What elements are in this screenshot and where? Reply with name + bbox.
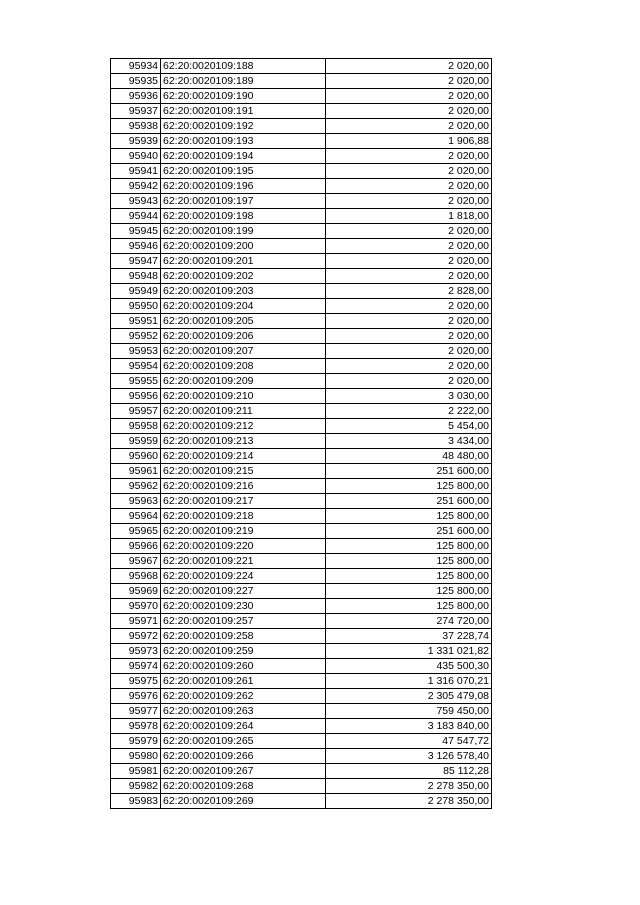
cadastral-number-cell: 62:20:0020109:218 (161, 509, 326, 524)
cadastral-value-table (110, 58, 492, 809)
table-row (111, 194, 492, 209)
value-cell: 125 800,00 (326, 569, 492, 584)
table-row (111, 344, 492, 359)
cadastral-number-cell: 62:20:0020109:267 (161, 764, 326, 779)
row-number-cell: 95973 (111, 644, 161, 659)
row-number-cell: 95975 (111, 674, 161, 689)
table-row (111, 659, 492, 674)
table-row (111, 794, 492, 809)
row-number-cell: 95947 (111, 254, 161, 269)
value-cell: 2 278 350,00 (326, 779, 492, 794)
value-cell: 2 020,00 (326, 239, 492, 254)
cadastral-number-cell: 62:20:0020109:206 (161, 329, 326, 344)
value-cell: 37 228,74 (326, 629, 492, 644)
row-number-cell: 95971 (111, 614, 161, 629)
cadastral-number-cell: 62:20:0020109:268 (161, 779, 326, 794)
table-row (111, 359, 492, 374)
value-cell: 759 450,00 (326, 704, 492, 719)
value-cell: 1 331 021,82 (326, 644, 492, 659)
value-cell: 125 800,00 (326, 584, 492, 599)
cadastral-number-cell: 62:20:0020109:215 (161, 464, 326, 479)
cadastral-number-cell: 62:20:0020109:262 (161, 689, 326, 704)
cadastral-number-cell: 62:20:0020109:224 (161, 569, 326, 584)
cadastral-number-cell: 62:20:0020109:259 (161, 644, 326, 659)
value-cell: 251 600,00 (326, 524, 492, 539)
value-cell: 2 305 479,08 (326, 689, 492, 704)
table-row (111, 719, 492, 734)
row-number-cell: 95954 (111, 359, 161, 374)
row-number-cell: 95966 (111, 539, 161, 554)
table-row (111, 104, 492, 119)
row-number-cell: 95952 (111, 329, 161, 344)
value-cell: 5 454,00 (326, 419, 492, 434)
value-cell: 251 600,00 (326, 494, 492, 509)
table-row (111, 209, 492, 224)
cadastral-number-cell: 62:20:0020109:197 (161, 194, 326, 209)
table-row (111, 329, 492, 344)
cadastral-number-cell: 62:20:0020109:214 (161, 449, 326, 464)
table-row (111, 584, 492, 599)
cadastral-number-cell: 62:20:0020109:269 (161, 794, 326, 809)
cadastral-number-cell: 62:20:0020109:189 (161, 74, 326, 89)
value-cell: 3 126 578,40 (326, 749, 492, 764)
value-cell: 2 020,00 (326, 299, 492, 314)
row-number-cell: 95965 (111, 524, 161, 539)
cadastral-number-cell: 62:20:0020109:264 (161, 719, 326, 734)
cadastral-number-cell: 62:20:0020109:208 (161, 359, 326, 374)
cadastral-number-cell: 62:20:0020109:200 (161, 239, 326, 254)
cadastral-number-cell: 62:20:0020109:213 (161, 434, 326, 449)
row-number-cell: 95938 (111, 119, 161, 134)
table-row (111, 554, 492, 569)
row-number-cell: 95955 (111, 374, 161, 389)
table-row (111, 644, 492, 659)
value-cell: 251 600,00 (326, 464, 492, 479)
value-cell: 2 020,00 (326, 89, 492, 104)
row-number-cell: 95959 (111, 434, 161, 449)
row-number-cell: 95939 (111, 134, 161, 149)
cadastral-number-cell: 62:20:0020109:266 (161, 749, 326, 764)
value-cell: 274 720,00 (326, 614, 492, 629)
value-cell: 2 020,00 (326, 119, 492, 134)
cadastral-number-cell: 62:20:0020109:219 (161, 524, 326, 539)
table-row (111, 569, 492, 584)
value-cell: 2 020,00 (326, 359, 492, 374)
value-cell: 2 278 350,00 (326, 794, 492, 809)
cadastral-number-cell: 62:20:0020109:203 (161, 284, 326, 299)
row-number-cell: 95936 (111, 89, 161, 104)
row-number-cell: 95963 (111, 494, 161, 509)
row-number-cell: 95946 (111, 239, 161, 254)
value-cell: 2 020,00 (326, 329, 492, 344)
value-cell: 2 020,00 (326, 74, 492, 89)
row-number-cell: 95961 (111, 464, 161, 479)
row-number-cell: 95945 (111, 224, 161, 239)
value-cell: 2 020,00 (326, 149, 492, 164)
cadastral-number-cell: 62:20:0020109:220 (161, 539, 326, 554)
value-cell: 2 020,00 (326, 269, 492, 284)
row-number-cell: 95981 (111, 764, 161, 779)
cadastral-number-cell: 62:20:0020109:198 (161, 209, 326, 224)
table-row (111, 464, 492, 479)
table-row (111, 494, 492, 509)
row-number-cell: 95977 (111, 704, 161, 719)
table-row (111, 164, 492, 179)
table-row (111, 284, 492, 299)
cadastral-number-cell: 62:20:0020109:192 (161, 119, 326, 134)
table-row (111, 314, 492, 329)
row-number-cell: 95951 (111, 314, 161, 329)
row-number-cell: 95967 (111, 554, 161, 569)
row-number-cell: 95953 (111, 344, 161, 359)
row-number-cell: 95943 (111, 194, 161, 209)
row-number-cell: 95969 (111, 584, 161, 599)
row-number-cell: 95942 (111, 179, 161, 194)
value-cell: 48 480,00 (326, 449, 492, 464)
row-number-cell: 95941 (111, 164, 161, 179)
value-cell: 2 020,00 (326, 59, 492, 74)
row-number-cell: 95937 (111, 104, 161, 119)
cadastral-number-cell: 62:20:0020109:216 (161, 479, 326, 494)
table-row (111, 179, 492, 194)
value-cell: 2 020,00 (326, 104, 492, 119)
table-row (111, 764, 492, 779)
table-row (111, 134, 492, 149)
value-cell: 2 020,00 (326, 374, 492, 389)
table-row (111, 689, 492, 704)
value-cell: 125 800,00 (326, 554, 492, 569)
value-cell: 2 020,00 (326, 179, 492, 194)
value-cell: 125 800,00 (326, 539, 492, 554)
cadastral-number-cell: 62:20:0020109:202 (161, 269, 326, 284)
cadastral-number-cell: 62:20:0020109:263 (161, 704, 326, 719)
value-cell: 2 020,00 (326, 194, 492, 209)
row-number-cell: 95968 (111, 569, 161, 584)
table-row (111, 749, 492, 764)
row-number-cell: 95934 (111, 59, 161, 74)
cadastral-number-cell: 62:20:0020109:265 (161, 734, 326, 749)
cadastral-number-cell: 62:20:0020109:261 (161, 674, 326, 689)
row-number-cell: 95960 (111, 449, 161, 464)
row-number-cell: 95970 (111, 599, 161, 614)
row-number-cell: 95980 (111, 749, 161, 764)
row-number-cell: 95982 (111, 779, 161, 794)
row-number-cell: 95940 (111, 149, 161, 164)
table-row (111, 239, 492, 254)
row-number-cell: 95935 (111, 74, 161, 89)
table-row (111, 674, 492, 689)
table-row (111, 254, 492, 269)
value-cell: 2 020,00 (326, 344, 492, 359)
row-number-cell: 95949 (111, 284, 161, 299)
cadastral-number-cell: 62:20:0020109:257 (161, 614, 326, 629)
table-row (111, 434, 492, 449)
table-row (111, 149, 492, 164)
row-number-cell: 95974 (111, 659, 161, 674)
value-cell: 3 183 840,00 (326, 719, 492, 734)
cadastral-number-cell: 62:20:0020109:207 (161, 344, 326, 359)
table-row (111, 374, 492, 389)
cadastral-number-cell: 62:20:0020109:210 (161, 389, 326, 404)
row-number-cell: 95944 (111, 209, 161, 224)
table-row (111, 449, 492, 464)
table-row (111, 74, 492, 89)
table-row (111, 779, 492, 794)
value-cell: 85 112,28 (326, 764, 492, 779)
cadastral-number-cell: 62:20:0020109:201 (161, 254, 326, 269)
table-row (111, 704, 492, 719)
cadastral-number-cell: 62:20:0020109:199 (161, 224, 326, 239)
value-cell: 2 020,00 (326, 164, 492, 179)
cadastral-number-cell: 62:20:0020109:260 (161, 659, 326, 674)
row-number-cell: 95976 (111, 689, 161, 704)
table-body (111, 59, 492, 809)
table-row (111, 599, 492, 614)
value-cell: 1 818,00 (326, 209, 492, 224)
row-number-cell: 95948 (111, 269, 161, 284)
value-cell: 125 800,00 (326, 479, 492, 494)
value-cell: 2 020,00 (326, 224, 492, 239)
table-row (111, 389, 492, 404)
table-row (111, 509, 492, 524)
value-cell: 3 434,00 (326, 434, 492, 449)
value-cell: 125 800,00 (326, 509, 492, 524)
cadastral-number-cell: 62:20:0020109:217 (161, 494, 326, 509)
value-cell: 2 222,00 (326, 404, 492, 419)
table-row (111, 539, 492, 554)
row-number-cell: 95957 (111, 404, 161, 419)
row-number-cell: 95983 (111, 794, 161, 809)
cadastral-number-cell: 62:20:0020109:211 (161, 404, 326, 419)
cadastral-number-cell: 62:20:0020109:196 (161, 179, 326, 194)
cadastral-number-cell: 62:20:0020109:190 (161, 89, 326, 104)
row-number-cell: 95950 (111, 299, 161, 314)
table-row (111, 734, 492, 749)
value-cell: 2 020,00 (326, 254, 492, 269)
cadastral-number-cell: 62:20:0020109:227 (161, 584, 326, 599)
table-row (111, 614, 492, 629)
table-row (111, 299, 492, 314)
cadastral-number-cell: 62:20:0020109:212 (161, 419, 326, 434)
table-row (111, 89, 492, 104)
table-row (111, 59, 492, 74)
row-number-cell: 95978 (111, 719, 161, 734)
cadastral-number-cell: 62:20:0020109:209 (161, 374, 326, 389)
table-row (111, 224, 492, 239)
cadastral-number-cell: 62:20:0020109:205 (161, 314, 326, 329)
row-number-cell: 95956 (111, 389, 161, 404)
cadastral-number-cell: 62:20:0020109:221 (161, 554, 326, 569)
table-row (111, 629, 492, 644)
row-number-cell: 95972 (111, 629, 161, 644)
cadastral-number-cell: 62:20:0020109:194 (161, 149, 326, 164)
value-cell: 1 316 070,21 (326, 674, 492, 689)
cadastral-number-cell: 62:20:0020109:204 (161, 299, 326, 314)
value-cell: 2 828,00 (326, 284, 492, 299)
table-row (111, 419, 492, 434)
row-number-cell: 95964 (111, 509, 161, 524)
cadastral-number-cell: 62:20:0020109:191 (161, 104, 326, 119)
table-row (111, 524, 492, 539)
cadastral-number-cell: 62:20:0020109:193 (161, 134, 326, 149)
row-number-cell: 95962 (111, 479, 161, 494)
cadastral-number-cell: 62:20:0020109:230 (161, 599, 326, 614)
table-row (111, 404, 492, 419)
row-number-cell: 95958 (111, 419, 161, 434)
value-cell: 1 906,88 (326, 134, 492, 149)
table-row (111, 269, 492, 284)
value-cell: 47 547,72 (326, 734, 492, 749)
value-cell: 3 030,00 (326, 389, 492, 404)
value-cell: 435 500,30 (326, 659, 492, 674)
table-row (111, 479, 492, 494)
table-row (111, 119, 492, 134)
cadastral-number-cell: 62:20:0020109:258 (161, 629, 326, 644)
value-cell: 2 020,00 (326, 314, 492, 329)
cadastral-number-cell: 62:20:0020109:195 (161, 164, 326, 179)
row-number-cell: 95979 (111, 734, 161, 749)
value-cell: 125 800,00 (326, 599, 492, 614)
cadastral-number-cell: 62:20:0020109:188 (161, 59, 326, 74)
